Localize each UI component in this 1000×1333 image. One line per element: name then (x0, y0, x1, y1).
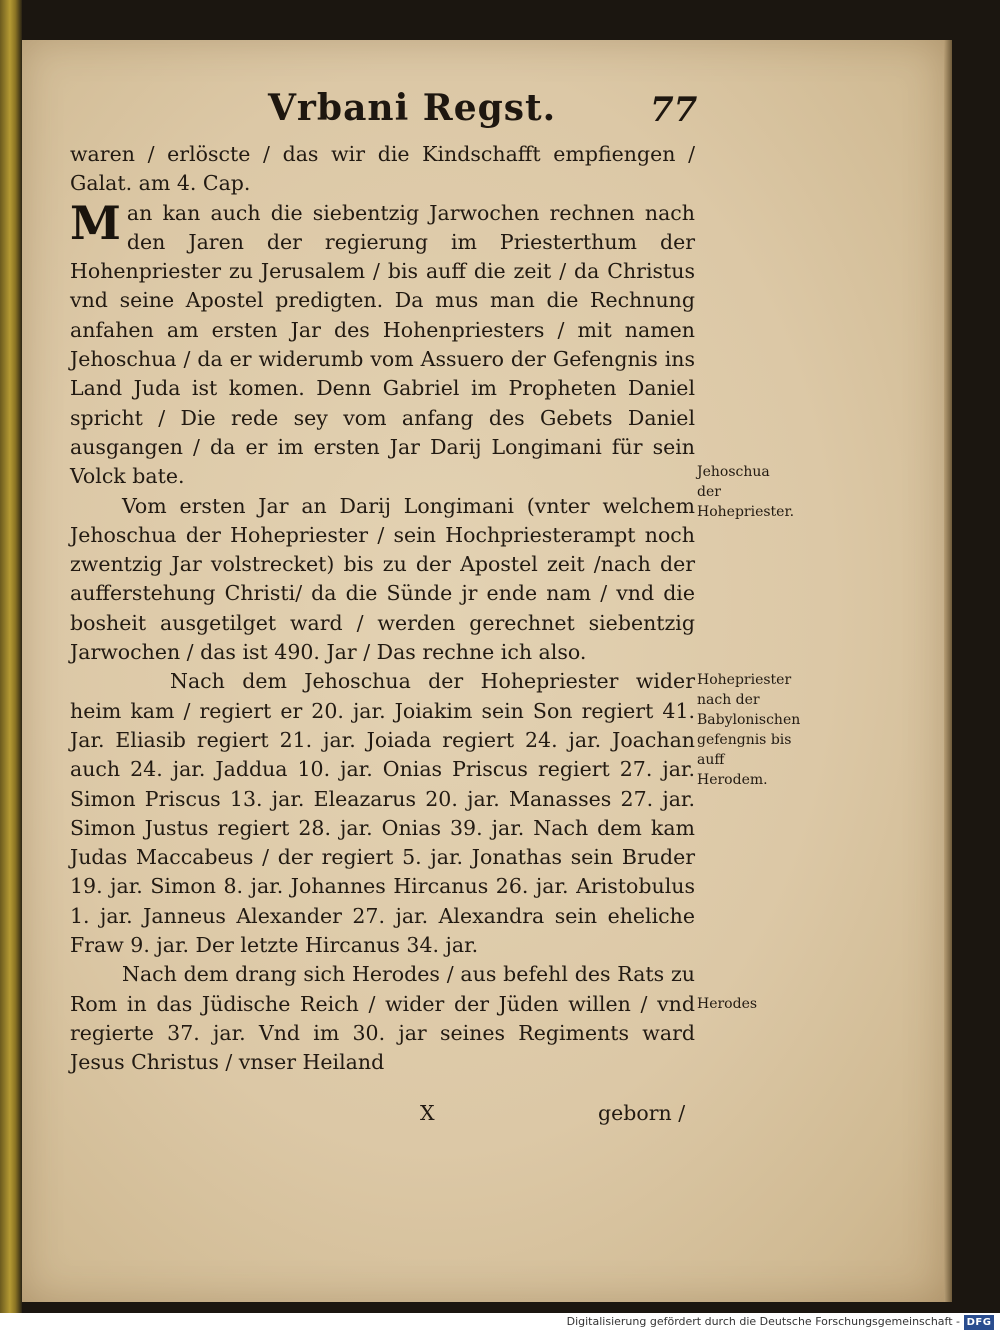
catchword: geborn / (598, 1101, 686, 1125)
paragraph-1: waren / erlöscte / das wir die Kindschafft empfiengen / Galat. am 4. Cap. (70, 142, 695, 196)
paragraph-3: Vom ersten Jar an Darij Longimani (vnter welchem Jehoschua der Hohepriester / sein Hochpriesterampt noch zwentzig Jar volstrecket) bis zu der Apostel zeit /nach der aufferstehung Christi/ da die Sünde jr ende nam / vnd die bosheit ausgetilget ward / werden gerechnet siebentzig Jarwochen / das ist 490. Jar / Das rechne ich also. (70, 493, 695, 665)
decorated-initial: M (70, 195, 121, 250)
paragraph-2 (70, 195, 695, 492)
paragraph-2-text: an kan auch die siebentzig Jarwochen rechnen nach den Jaren der regierung im Priesterthum der Hohenpriester zu Jerusalem / bis auff die zeit / da Christus vnd seine Apostel predigten. Da mus man die Rechnung anfahen am ersten Jar des Hohenpriesters / mit namen Jehoschua / da er widerumb vom Assuero der Gefengnis ins Land Juda ist komen. Denn Gabriel im Propheten Daniel spricht / Die rede sey vom anfang des Gebets Daniel ausgangen / da er im ersten Jar Darij Longimani für sein Volck bate. (70, 200, 695, 489)
paragraph-4: Nach dem Jehoschua der Hohepriester wider heim kam / regiert er 20. jar. Joiakim sein Son regiert 41. Jar. Eliasib regiert 21. jar. Joiada regiert 24. jar. Joachan auch 24. jar. Jaddua 10. jar. Onias Priscus regiert 27. jar. Simon Priscus 13. jar. Eleazarus 20. jar. Manasses 27. jar. Simon Justus regiert 28. jar. Onias 39. jar. Nach dem kam Judas Maccabeus / der regiert 5. jar. Jonathas sein Bruder 19. jar. Simon 8. jar. Johannes Hircanus 26. jar. Aristobulus 1. jar. Janneus Alexander 27. jar. Alexandra sein eheliche Fraw 9. jar. Der letzte Hircanus 34. jar. (70, 669, 695, 958)
dfg-logo: DFG (964, 1315, 994, 1330)
funding-credit: Digitalisierung gefördert durch die Deutsche Forschungsgemeinschaft - (566, 1315, 960, 1328)
marginal-note-jehoschua: Jehoschua der Hohepriester. (697, 464, 795, 520)
page-edge-shadow (944, 40, 952, 1302)
paragraph-5: Nach dem drang sich Herodes / aus befehl des Rats zu Rom in das Jüdische Reich / wider der Jüden willen / vnd regierte 37. jar. Vnd im 30. jar seines Regiments ward Jesus Christus / vnser Heiland (70, 962, 695, 1075)
footer-bar (0, 1313, 1000, 1333)
marginal-note-herodes: Herodes (697, 996, 758, 1012)
signature-mark: X (420, 1101, 435, 1125)
running-title: Vrbani Regst. (268, 87, 557, 129)
marginal-note-hohepriester: Hohepriester nach der Babylonischen gefengnis bis auff Herodem. (697, 672, 801, 788)
page-number: 77 (650, 90, 698, 130)
main-text-block (70, 140, 695, 1078)
book-gilt-edge (0, 0, 22, 1313)
